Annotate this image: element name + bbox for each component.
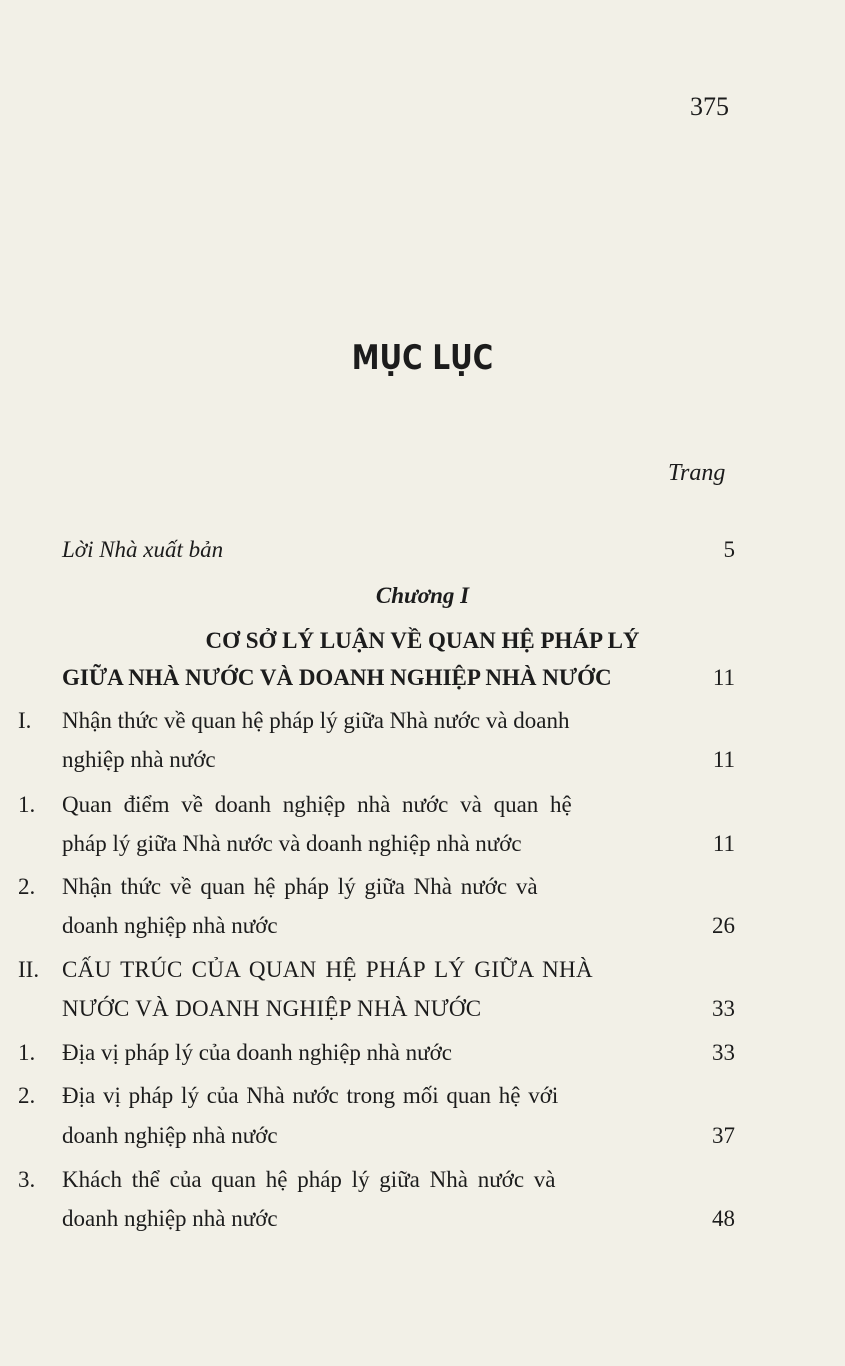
section-title-line2: pháp lý giữa Nhà nước và doanh nghiệp nhà nước (62, 831, 522, 856)
page-number: 375 (690, 92, 729, 121)
page-column-label: Trang (668, 460, 726, 486)
section-title-line2: nghiệp nhà nước (62, 747, 216, 772)
section-title-line2: doanh nghiệp nhà nước (62, 1206, 278, 1231)
section-title-line1: Địa vị pháp lý của doanh nghiệp nhà nước (62, 1040, 452, 1065)
section-page: 11 (712, 747, 735, 772)
section-page: 26 (712, 913, 735, 938)
section-title-line1: Khách thể của quan hệ pháp lý giữa Nhà nước và (62, 1167, 556, 1192)
section-title-line1: Quan điểm về doanh nghiệp nhà nước và quan hệ (62, 792, 572, 817)
section-title-line2: NƯỚC VÀ DOANH NGHIỆP NHÀ NƯỚC (62, 996, 482, 1021)
section-title-line2: doanh nghiệp nhà nước (62, 913, 278, 938)
section-page: 37 (712, 1123, 735, 1148)
section-number: 1. (18, 1040, 36, 1065)
section-page: 11 (712, 831, 735, 856)
chapter-label: Chương I (375, 583, 470, 608)
section-number: II. (18, 957, 40, 982)
section-page: 33 (712, 996, 735, 1021)
section-title-line2: doanh nghiệp nhà nước (62, 1123, 278, 1148)
preface-label: Lời Nhà xuất bản (62, 537, 224, 562)
section-number: 2. (18, 1083, 36, 1108)
section-number: 2. (18, 874, 36, 899)
section-title-line1: Nhận thức về quan hệ pháp lý giữa Nhà nước và doanh (62, 708, 570, 733)
section-title-line1: CẤU TRÚC CỦA QUAN HỆ PHÁP LÝ GIỮA NHÀ (62, 957, 593, 982)
section-page: 48 (712, 1206, 735, 1231)
section-number: 3. (18, 1167, 36, 1192)
toc-title: MỤC LỤC (351, 338, 494, 378)
section-page: 33 (712, 1040, 735, 1065)
chapter-title-line2: GIỮA NHÀ NƯỚC VÀ DOANH NGHIỆP NHÀ NƯỚC (62, 665, 612, 690)
section-title-line1: Địa vị pháp lý của Nhà nước trong mối quan hệ với (62, 1083, 559, 1108)
section-number: I. (18, 708, 32, 733)
preface-page: 5 (723, 537, 735, 562)
chapter-page: 11 (712, 665, 735, 690)
section-number: 1. (18, 792, 36, 817)
section-title-line1: Nhận thức về quan hệ pháp lý giữa Nhà nước và (62, 874, 538, 899)
chapter-title-line1: CƠ SỞ LÝ LUẬN VỀ QUAN HỆ PHÁP LÝ (205, 628, 640, 653)
